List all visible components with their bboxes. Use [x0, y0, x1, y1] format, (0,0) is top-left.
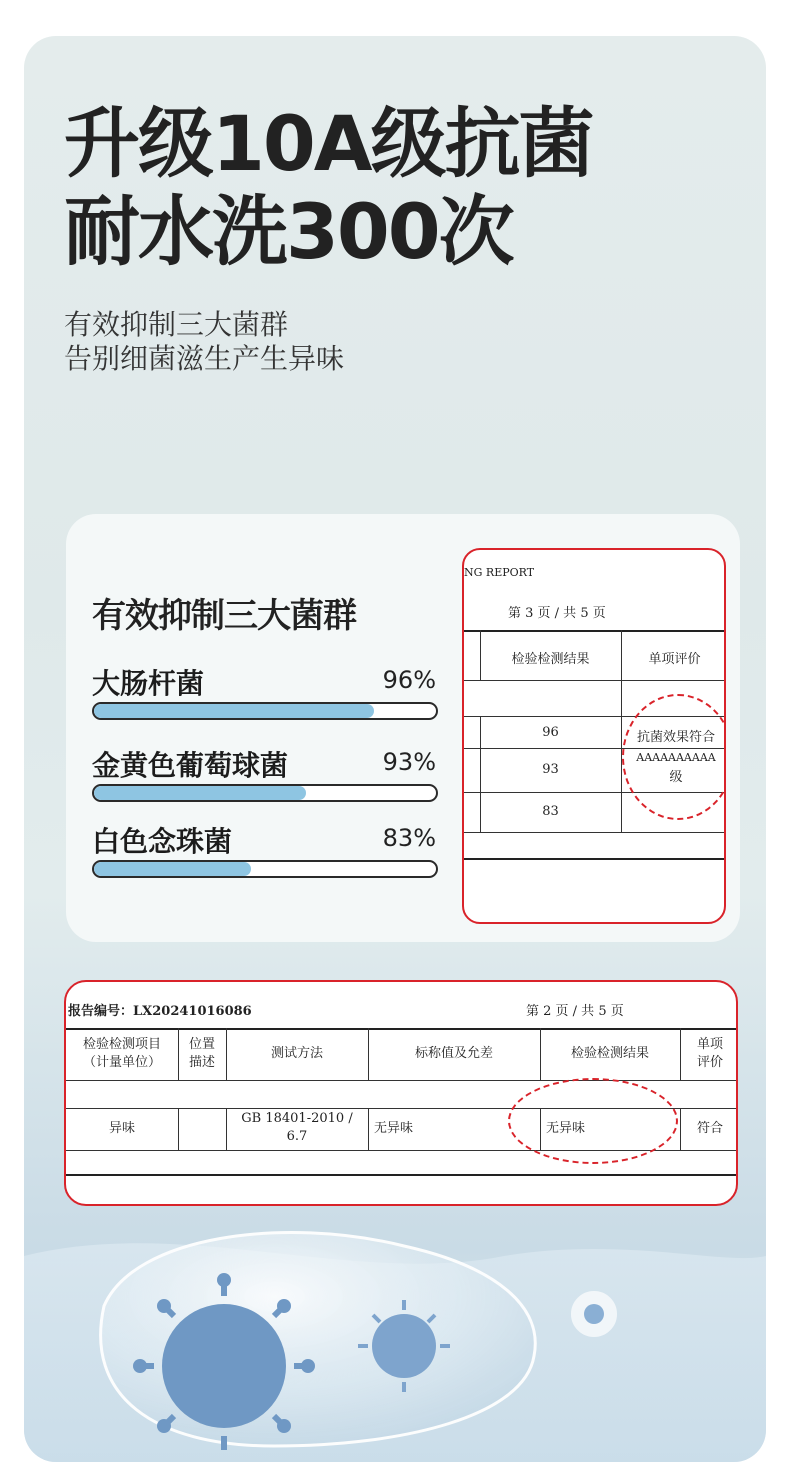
cell-eval: 符合: [696, 1121, 723, 1136]
cell-standard: 无异味: [374, 1121, 414, 1136]
headline: [64, 100, 593, 276]
report-page-number: 第 3 页 / 共 5 页: [508, 606, 606, 621]
product-card: [24, 36, 766, 1462]
highlight-circle: [622, 694, 726, 820]
column-header-result: 检验检测结果: [570, 1046, 649, 1061]
cell-method: [226, 1110, 368, 1146]
eval-line: 抗菌效果符合: [636, 730, 715, 745]
result-value: 93: [542, 762, 559, 777]
bar-percent: 96%: [382, 666, 436, 694]
header-line: 描述: [188, 1055, 215, 1070]
eval-line: 级: [669, 770, 683, 785]
cell-result: 无异味: [546, 1121, 586, 1136]
progress-fill: [94, 786, 306, 800]
progress-track: [92, 702, 438, 720]
header-line: 位置: [188, 1037, 215, 1052]
progress-fill: [94, 862, 251, 876]
column-header-eval: [680, 1036, 738, 1072]
table-rule: [178, 1108, 179, 1150]
table-rule: [464, 630, 726, 632]
table-rule: [464, 680, 726, 681]
column-header-position: [178, 1036, 226, 1072]
headline-line-1: 升级10A级抗菌: [64, 99, 593, 188]
virus-icon: [584, 1304, 604, 1324]
table-rule: [66, 1080, 738, 1081]
subheadline: [64, 308, 344, 376]
method-line: GB 18401-2010 /: [241, 1111, 353, 1126]
cell-item: 异味: [108, 1121, 135, 1136]
column-header-result: 检验检测结果: [511, 652, 590, 667]
table-rule: [368, 1108, 369, 1150]
report-page-number: 第 2 页 / 共 5 页: [526, 1004, 624, 1019]
panel-title: 有效抑制三大菌群: [92, 596, 356, 636]
bar-percent: 93%: [382, 748, 436, 776]
column-header-standard: 标称值及允差: [414, 1046, 493, 1061]
bar-label: 金黄色葡萄球菌: [92, 749, 289, 782]
column-header-item: [66, 1036, 178, 1072]
subheadline-line-2: 告别细菌滋生产生异味: [64, 342, 345, 375]
header-line: （计量单位）: [82, 1055, 161, 1070]
table-rule: [66, 1174, 738, 1176]
highlight-circle: [508, 1078, 678, 1164]
progress-track: [92, 860, 438, 878]
headline-line-2: 耐水洗300次: [64, 187, 513, 276]
bar-label: 大肠杆菌: [92, 667, 205, 700]
report-number: 报告编号：LX20241016086: [68, 1004, 252, 1019]
header-line: 评价: [696, 1055, 723, 1070]
progress-fill: [94, 704, 374, 718]
result-value: 83: [542, 804, 559, 819]
table-rule: [66, 1028, 738, 1030]
virus-capsule-illustration: [24, 1196, 766, 1462]
subheadline-line-1: 有效抑制三大菌群: [64, 308, 289, 341]
table-rule: [464, 832, 726, 833]
header-line: 单项: [696, 1037, 723, 1052]
report-header-text: NG REPORT: [464, 566, 535, 579]
test-report-snippet-1: [462, 548, 726, 924]
bar-label: 白色念珠菌: [92, 825, 233, 858]
column-header-method: 测试方法: [270, 1046, 323, 1061]
column-header-eval: 单项评价: [648, 652, 701, 667]
header-line: 检验检测项目: [82, 1037, 161, 1052]
progress-track: [92, 784, 438, 802]
test-report-snippet-2: [64, 980, 738, 1206]
eval-line: AAAAAAAAAA: [636, 751, 716, 764]
bar-percent: 83%: [382, 824, 436, 852]
table-rule: [464, 858, 726, 860]
method-line: 6.7: [286, 1129, 308, 1144]
result-value: 96: [542, 725, 559, 740]
